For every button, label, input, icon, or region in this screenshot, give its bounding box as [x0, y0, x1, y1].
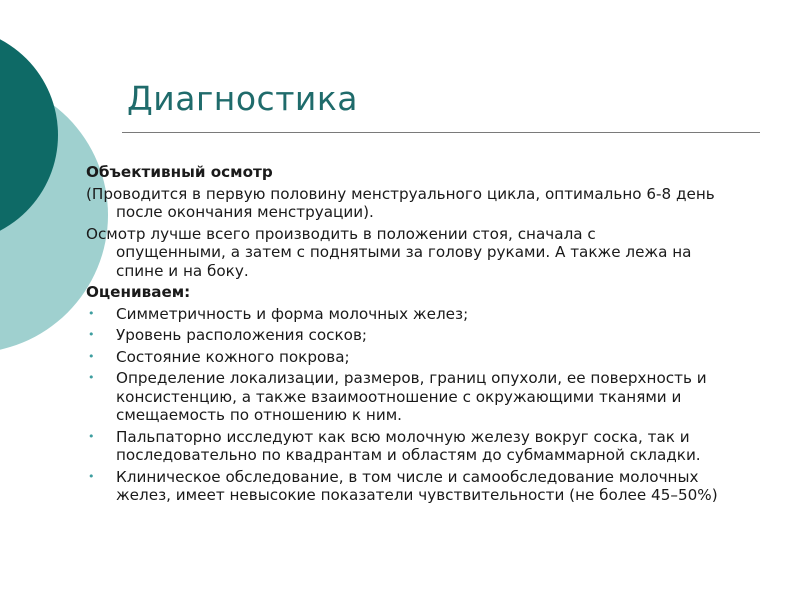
- heading-objective-exam: Объективный осмотр: [86, 163, 273, 181]
- bullet-icon: •: [88, 469, 95, 483]
- list-item: • Пальпаторно исследуют как всю молочную железу вокруг соска, так и последовательно по квадрантам и областям до субмаммарной складки.: [88, 427, 701, 464]
- list-item: • Уровень расположения сосков;: [88, 326, 368, 344]
- paragraph-positions: Осмотр лучше всего производить в положении стоя, сначала с опущенными, а затем с поднятыми за голову руками. А также лежа на спине и на боку.: [86, 224, 692, 280]
- list-item: • Определение локализации, размеров, границ опухоли, ее поверхность и консистенцию, а также взаимоотношение с окружающими тканями и смещаемость по отношению к ним.: [88, 369, 707, 424]
- bullet-icon: •: [88, 306, 95, 320]
- bullet-icon: •: [88, 371, 95, 384]
- paragraph-timing: (Проводится в первую половину менструального цикла, оптимально 6-8 день после окончания менструации).: [86, 184, 715, 221]
- title-divider: [122, 132, 760, 133]
- slide-title: Диагностика: [127, 79, 359, 118]
- list-item: • Состояние кожного покрова;: [88, 347, 350, 366]
- bullet-icon: •: [88, 328, 95, 341]
- bullet-icon: •: [88, 349, 95, 363]
- list-item: • Симметричность и форма молочных желез;: [88, 304, 469, 323]
- slide-content: [86, 163, 766, 505]
- list-item: • Клиническое обследование, в том числе и самообследование молочных желез, имеет невысокие показатели чувствительности (не более 45–50%): [88, 467, 718, 504]
- bullet-icon: •: [88, 429, 95, 443]
- evaluation-list: [86, 305, 766, 505]
- heading-evaluate: Оцениваем:: [86, 283, 191, 301]
